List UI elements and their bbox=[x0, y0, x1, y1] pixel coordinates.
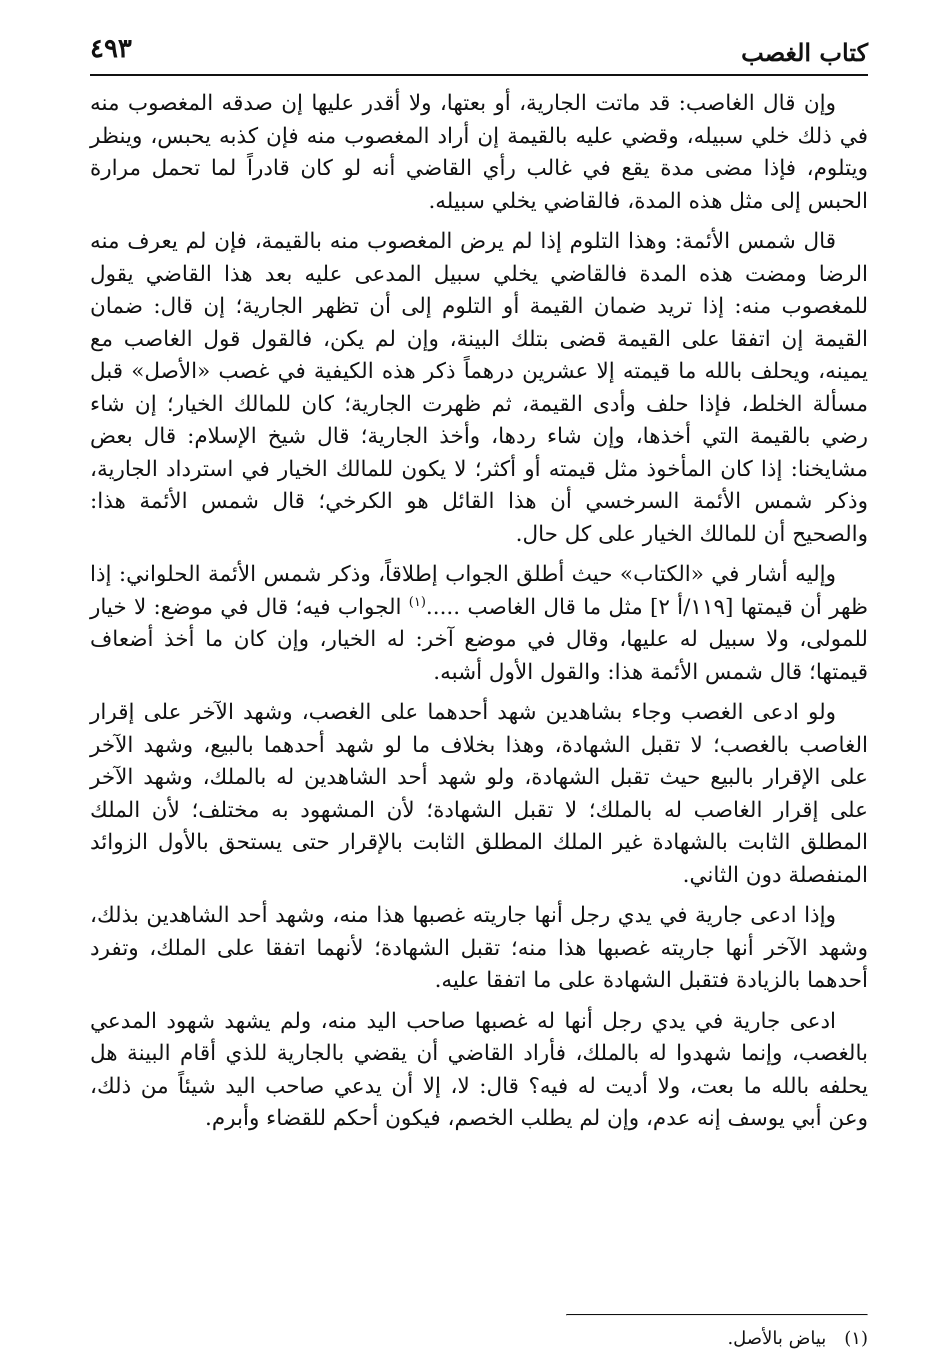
paragraph: قال شمس الأئمة: وهذا التلوم إذا لم يرض المغصوب منه بالقيمة، فإن لم يعرف منه الرضا ومضت هذه المدة فالقاضي يخلي سبيل المدعى عليه بعد هذا القاضي يقول للمغصوب منه: إذا تريد ضمان القيمة أو التلوم إلى أن تظهر الجارية؛ إن قال: ضمان القيمة إن اتفقا على القيمة قضى بتلك البينة، وإن لم يكن، فالقول قول الغاصب مع يمينه، ويحلف بالله ما قيمته إلا عشرين درهماً ذكر هذه الكيفية في غصب «الأصل» قبل مسألة الخلط، فإذا حلف وأدى القيمة، ثم ظهرت الجارية؛ كان للمالك الخيار؛ إن شاء رضي بالقيمة التي أخذها، وإن شاء ردها، وأخذ الجارية؛ قال شيخ الإسلام: قال بعض مشايخنا: إذا كان المأخوذ مثل قيمته أو أكثر؛ لا يكون للمالك الخيار في استرداد الجارية، وذكر شمس الأئمة السرخسي أن هذا القائل هو الكرخي؛ قال شمس الأئمة هذا: والصحيح أن للمالك الخيار على كل حال. bbox=[90, 229, 868, 547]
footnote-number: (١) bbox=[844, 1328, 868, 1349]
chapter-title: كتاب الغصب bbox=[741, 38, 868, 67]
paragraph-text: الجواب فيه؛ قال في موضع: لا خيار للمولى، ولا سبيل له عليها، وقال في موضع آخر: له الخيار، وإن كان ما أخذ أضعاف قيمتها؛ قال شمس الأئمة هذا: والقول الأول أشبه. bbox=[90, 594, 868, 685]
page-header bbox=[90, 28, 868, 76]
paragraph-text: وإليه أشار في «الكتاب» حيث أطلق الجواب إطلاقاً، وذكر شمس الأئمة الحلواني: إذا ظهر أن قيمتها [١١٩/أ ٢] مثل ما قال الغاصب ..... bbox=[90, 562, 868, 620]
paragraph: ولو ادعى الغصب وجاء بشاهدين شهد أحدهما على الغصب، وشهد الآخر على إقرار الغاصب بالغصب؛ لا تقبل الشهادة، وهذا بخلاف ما لو شهد أحدهما بالبيع، وشهد الآخر على الإقرار بالبيع حيث تقبل الشهادة، ولو شهد أحد الشاهدين له بالملك، وشهد الآخر على إقرار الغاصب له بالملك؛ لا تقبل الشهادة؛ لأن المشهود به مختلف؛ لأن الملك المطلق الثابت بالشهادة غير الملك المطلق الثابت بالإقرار حتى يستحق بالأول الزوائد المنفصلة دون الثاني. bbox=[90, 700, 868, 888]
paragraph: وإن قال الغاصب: قد ماتت الجارية، أو بعتها، ولا أقدر عليها إن صدقه المغصوب منه في ذلك خلي سبيله، وقضي عليه بالقيمة إن أراد المغصوب منه فإن كذبه يحبس، وينظر ويتلوم، فإذا مضى مدة يقع في غالب رأي القاضي أنه لو كان قادراً لما تحمل مرارة الحبس إلى مثل هذه المدة، فالقاضي يخلي سبيله. bbox=[90, 91, 868, 214]
paragraph: ادعى جارية في يدي رجل أنها له غصبها صاحب اليد منه، ولم يشهد شهود المدعي بالغصب، وإنما شهدوا له بالملك، فأراد القاضي أن يقضي بالجارية للذي أقام البينة هل يحلفه بالله ما بعت، ولا أديت له فيه؟ قال: لا، إلا أن يدعي صاحب اليد شيئاً من ذلك، وعن أبي يوسف إنه عدم، وإن لم يطلب الخصم، فيكون أحكم للقضاء وأبرم. bbox=[90, 1008, 868, 1131]
page-number: ٤٩٣ bbox=[90, 34, 132, 64]
body-text bbox=[90, 88, 868, 1136]
footnote-reference[interactable]: (١) bbox=[408, 594, 426, 610]
footnote-text: بياض بالأصل. bbox=[727, 1328, 827, 1349]
paragraph: وإذا ادعى جارية في يدي رجل أنها جاريته غصبها هذا منه، وشهد أحد الشاهدين بذلك، وشهد الآخر أنها جاريته غصبها هذا منه؛ تقبل الشهادة؛ لأنهما اتفقا على الملك، وتفرد أحدهما بالزيادة فتقبل الشهادة على ما اتفقا عليه. bbox=[90, 903, 868, 993]
footnote-divider bbox=[566, 1314, 868, 1316]
document-page bbox=[90, 28, 868, 1348]
paragraph-with-footnote-ref bbox=[90, 559, 868, 689]
footnote bbox=[727, 1326, 868, 1352]
